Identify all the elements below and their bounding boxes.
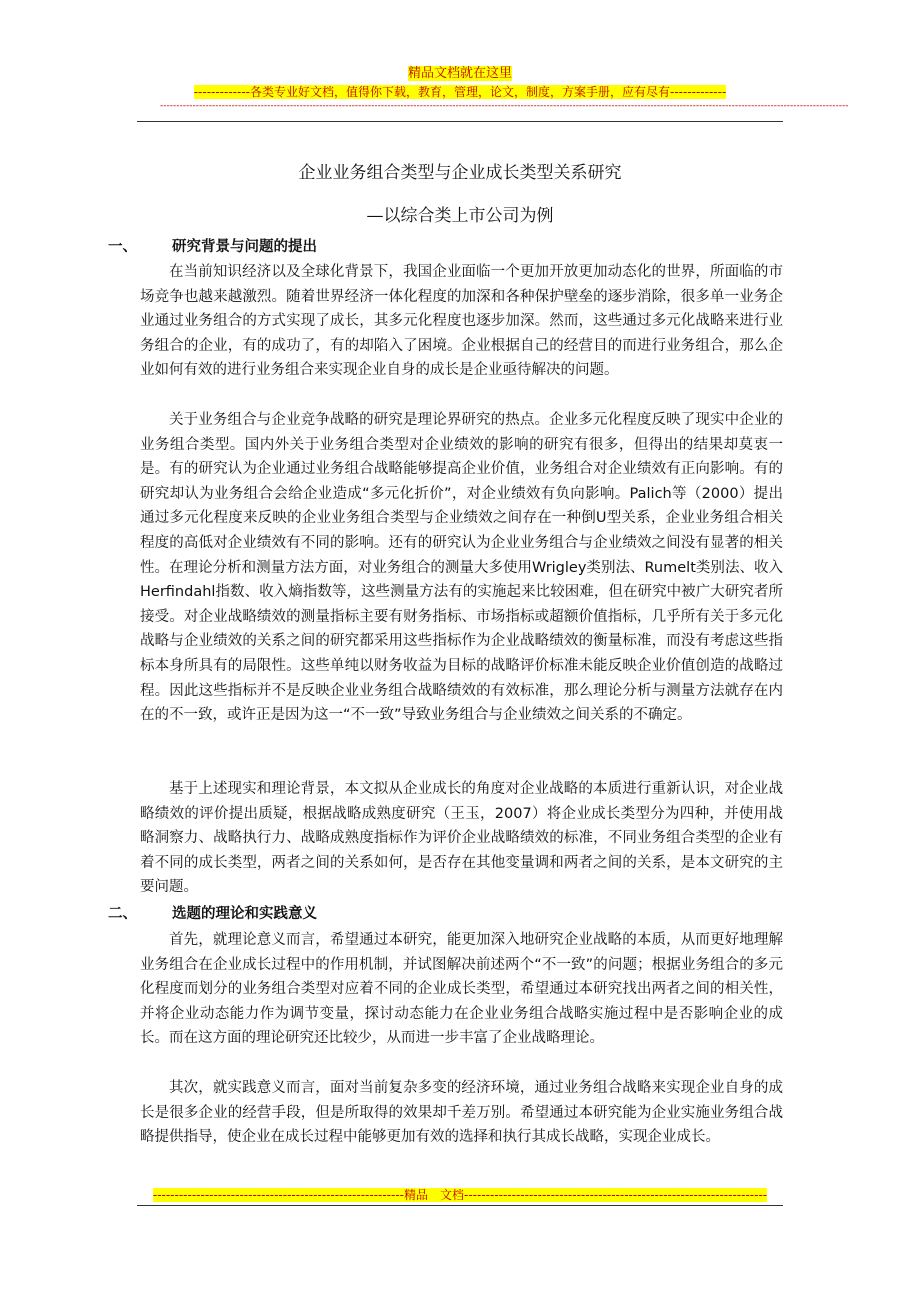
header-rule [137,121,783,122]
header-tagline [0,66,920,82]
section-title-2: 选题的理论和实践意义 [172,906,317,922]
paragraph-2-2: 其次，就实践意义而言，面对当前复杂多变的经济环境，通过业务组合战略来实现企业自身的成长是很多企业的经营手段，但是所取得的效果却千差万别。希望通过本研究能为企业实施业务组合战略提供指导，使企业在成长过程中能够更加有效的选择和执行其成长战略，实现企业成长。 [140,1080,783,1146]
section-title-1: 研究背景与问题的提出 [172,239,317,255]
header-dashed-line: -------------------------------------------------------------------------------------------------------------------------------------------------------------------------------------------------------------------- [160,101,849,111]
document-subtitle: —以综合类上市公司为例 [366,206,554,226]
paragraph-1-3: 基于上述现实和理论背景，本文拟从企业成长的角度对企业战略的本质进行重新认识，对企业战略绩效的评价提出质疑，根据战略成熟度研究（王玉，2007）将企业成长类型分为四种，并使用战略洞察力、战略执行力、战略成熟度指标作为评价企业战略绩效的标准，不同业务组合类型的企业有着不同的成长类型，两者之间的关系如何，是否存在其他变量调和两者之间的关系，是本文研究的主要问题。 [140,781,783,896]
footer-rule [137,1205,783,1206]
paragraph-2-1: 首先，就理论意义而言，希望通过本研究，能更加深入地研究企业战略的本质，从而更好地理解业务组合在企业成长过程中的作用机制，并试图解决前述两个“不一致”的问题；根据业务组合的多元化程度而划分的业务组合类型对应着不同的企业成长类型，希望通过本研究找出两者之间的相关性，并将企业动态能力作为调节变量，探讨动态能力在企业业务组合战略实施过程中是否影响企业的成长。而在这方面的理论研究还比较少，从而进一步丰富了企业战略理论。 [140,932,783,1047]
paragraph-1-2: 关于业务组合与企业竞争战略的研究是理论界研究的热点。企业多元化程度反映了现实中企业的业务组合类型。国内外关于业务组合类型对企业绩效的影响的研究有很多，但得出的结果却莫衷一是。有的研究认为企业通过业务组合战略能够提高企业价值，业务组合对企业绩效有正向影响。有的研究却认为业务组合会给企业造成“多元化折价”，对企业绩效有负向影响。Palich等（2000）提出通过多元化程度来反映的企业业务组合类型与企业绩效之间存在一种倒U型关系，企业业务组合相关程度的高低对企业绩效有不同的影响。还有的研究认为企业业务组合与企业绩效之间没有显著的相关性。在理论分析和测量方法方面，对业务组合的测量大多使用Wrigley类别法、Rumelt类别法、收入Herfindahl指数、收入熵指数等，这些测量方法有的实施起来比较困难，但在研究中被广大研究者所接受。对企业战略绩效的测量指标主要有财务指标、市场指标或超额价值指标，几乎所有关于多元化战略与企业绩效的关系之间的研究都采用这些指标作为企业战略绩效的衡量标准，而没有考虑这些指标本身所具有的局限性。这些单纯以财务收益为目标的战略评价标准未能反映企业价值创造的战略过程。因此这些指标并不是反映企业业务组合战略绩效的有效标准，那么理论分析与测量方法就存在内在的不一致，或许正是因为这一“不一致”导致业务组合与企业绩效之间关系的不确定。 [140,412,783,724]
section-number-2: 二、 [108,906,137,922]
header-banner [0,84,920,100]
footer-banner-text: ----------------------------------------------------------精品 文档---------------------------------------------------------------------- [152,1188,768,1202]
header-banner-text: -------------各类专业好文档，值得你下载，教育，管理，论文，制度，方案手册，应有尽有------------- [193,85,727,99]
section-number-1: 一、 [108,239,137,255]
footer-banner [0,1187,920,1203]
section-heading-1 [108,236,317,258]
document-title: 企业业务组合类型与企业成长类型关系研究 [298,163,622,183]
paragraph-1-1: 在当前知识经济以及全球化背景下，我国企业面临一个更加开放更加动态化的世界，所面临的市场竞争也越来越激烈。随着世界经济一体化程度的加深和各种保护壁垒的逐步消除，很多单一业务企业通过业务组合的方式实现了成长，其多元化程度也逐步加深。然而，这些通过多元化战略来进行业务组合的企业，有的成功了，有的却陷入了困境。企业根据自己的经营目的而进行业务组合，那么企业如何有效的进行业务组合来实现企业自身的成长是企业亟待解决的问题。 [140,264,783,379]
section-heading-2 [108,903,317,925]
header-tagline-text: 精品文档就在这里 [407,66,512,81]
